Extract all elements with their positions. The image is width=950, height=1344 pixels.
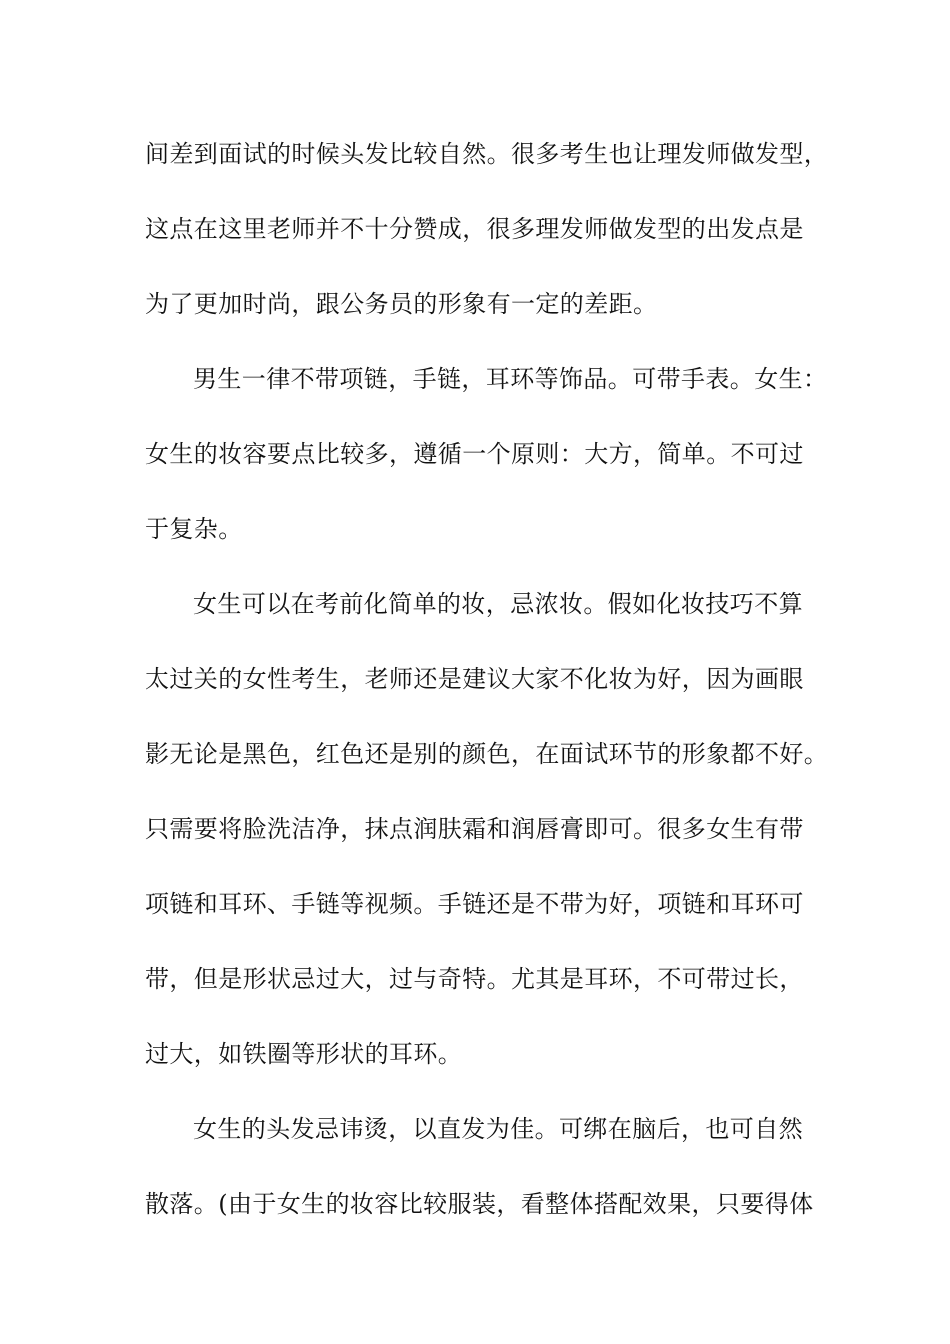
text-line: 于复杂。 (145, 515, 243, 543)
text-line: 过大，如铁圈等形状的耳环。 (145, 1040, 463, 1068)
paragraph-start-line: 女生可以在考前化简单的妆，忌浓妆。假如化妆技巧不算 (193, 590, 803, 618)
text-line: 散落。(由于女生的妆容比较服装，看整体搭配效果，只要得体 (145, 1190, 814, 1218)
text-line: 太过关的女性考生，老师还是建议大家不化妆为好，因为画眼 (145, 665, 804, 693)
text-line: 影无论是黑色，红色还是别的颜色，在面试环节的形象都不好。 (145, 740, 829, 768)
text-line: 带，但是形状忌过大，过与奇特。尤其是耳环，不可带过长， (145, 965, 804, 993)
text-line: 只需要将脸洗洁净，抹点润肤霜和润唇膏即可。很多女生有带 (145, 815, 804, 843)
paragraph-start-line: 男生一律不带项链，手链，耳环等饰品。可带手表。女生： (193, 365, 828, 393)
text-line: 间差到面试的时候头发比较自然。很多考生也让理发师做发型， (145, 140, 829, 168)
text-line: 这点在这里老师并不十分赞成，很多理发师做发型的出发点是 (145, 215, 804, 243)
text-line: 女生的妆容要点比较多，遵循一个原则：大方，简单。不可过 (145, 440, 804, 468)
paragraph-start-line: 女生的头发忌讳烫，以直发为佳。可绑在脑后，也可自然 (193, 1115, 803, 1143)
text-line: 项链和耳环、手链等视频。手链还是不带为好，项链和耳环可 (145, 890, 804, 918)
text-line: 为了更加时尚，跟公务员的形象有一定的差距。 (145, 290, 658, 318)
